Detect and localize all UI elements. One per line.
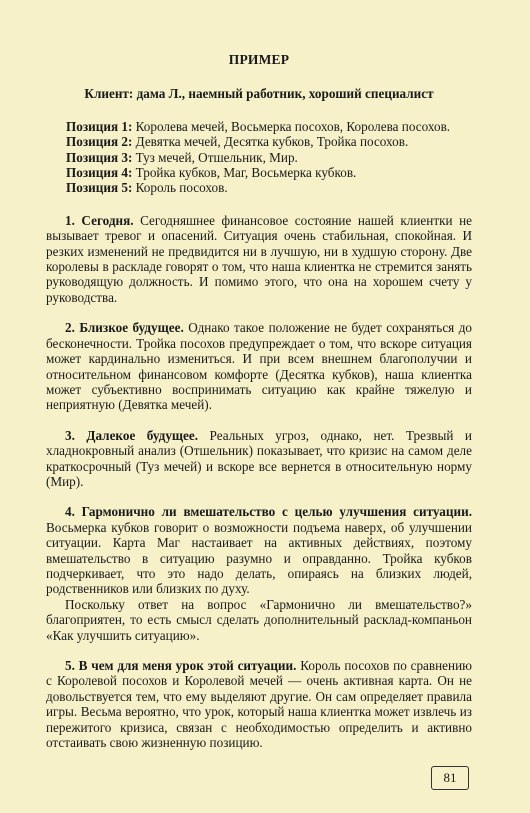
section-near-future [46,320,472,412]
page-heading: ПРИМЕР [228,52,290,67]
client-line: Клиент: дама Л., наемный работник, хороший специалист [84,86,434,102]
section-paragraph [46,320,472,412]
section-extra-paragraph: Поскольку ответ на вопрос «Гармонично ли вмешательство?» благоприятен, то есть смысл сделать дополнительный расклад-компаньон «Как улучшить ситуацию». [46,596,472,643]
section-text: Однако такое положение не будет сохраняться до бесконечности. Тройка посохов предупреждает о том, что вскоре ситуация может кардинально измениться. И при всем внешнем благополучии и относительном финансовом комфорте (Десятка кубков), наша клиентка может субъективно воспринимать ситуацию как крайне тяжелую и неприятную (Девятка мечей). [46,320,473,413]
section-paragraph [46,428,472,490]
position-label: Позиция 2: [66,134,133,150]
section-text: Восьмерка кубков говорит о возможности подъема наверх, об улучшении ситуации. Карта Маг настаивает на активных действиях, поэтому вмешательство в ситуацию разумно и оправданно. Тройка кубков подчеркивает, что это надо делать, опираясь на близких людей, родственников или близких по духу. [46,519,472,597]
section-intervention [46,504,472,643]
position-row [66,180,472,195]
position-label: Позиция 5: [66,180,133,196]
section-today [46,213,472,305]
section-far-future [46,428,472,490]
section-paragraph [46,213,472,305]
section-text: Сегодняшнее финансовое состояние нашей клиентки не вызывает тревог и опасений. Ситуация очень стабильная, спокойная. И резких изменений не предвидится ни в лучшую, ни в худшую сторону. Две королевы в раскладе говорят о том, что наша клиентка не стремится занять руководящую должность. И помимо этого, что она на хорошем счету у руководства. [46,212,473,305]
position-cards: Королева мечей, Восьмерка посохов, Королева посохов. [135,118,451,134]
positions-list [66,119,472,196]
page-number: 81 [431,766,469,790]
section-paragraph [46,504,472,596]
section-title: 2. Близкое будущее. [65,320,184,336]
position-cards: Туз мечей, Отшельник, Мир. [135,149,298,165]
position-cards: Тройка кубков, Маг, Восьмерка кубков. [135,165,357,181]
section-lesson [46,658,472,750]
section-title: 4. Гармонично ли вмешательство с целью улучшения ситуации. [65,504,472,520]
position-cards: Король посохов. [135,180,228,196]
position-label: Позиция 4: [66,165,133,181]
position-label: Позиция 1: [66,118,133,134]
position-row [66,119,472,134]
section-text: Король посохов по сравнению с Королевой посохов и Королевой мечей — очень активная карта. Он не довольствуется тем, что ему выделяют другие. Он сам определяет правила игры. Весьма вероятно, что урок, который наша клиентка может извлечь из пережитого кризиса, связан с необходимостью определить и активно отстаивать свою жизненную позицию. [46,658,473,751]
section-title: 3. Далекое будущее. [65,427,199,443]
position-cards: Девятка мечей, Десятка кубков, Тройка посохов. [135,134,409,150]
section-text: Реальных угроз, однако, нет. Трезвый и хладнокровный анализ (Отшельник) показывает, что кризис на самом деле краткосрочный (Туз мечей) и вскоре все вернется в относительную норму (Мир). [46,427,472,489]
section-title: 1. Сегодня. [65,212,134,228]
position-row [66,150,472,165]
position-label: Позиция 3: [66,149,133,165]
position-row [66,134,472,149]
section-title: 5. В чем для меня урок этой ситуации. [65,658,297,673]
page-content [46,52,472,765]
position-row [66,165,472,180]
section-paragraph [46,658,472,750]
